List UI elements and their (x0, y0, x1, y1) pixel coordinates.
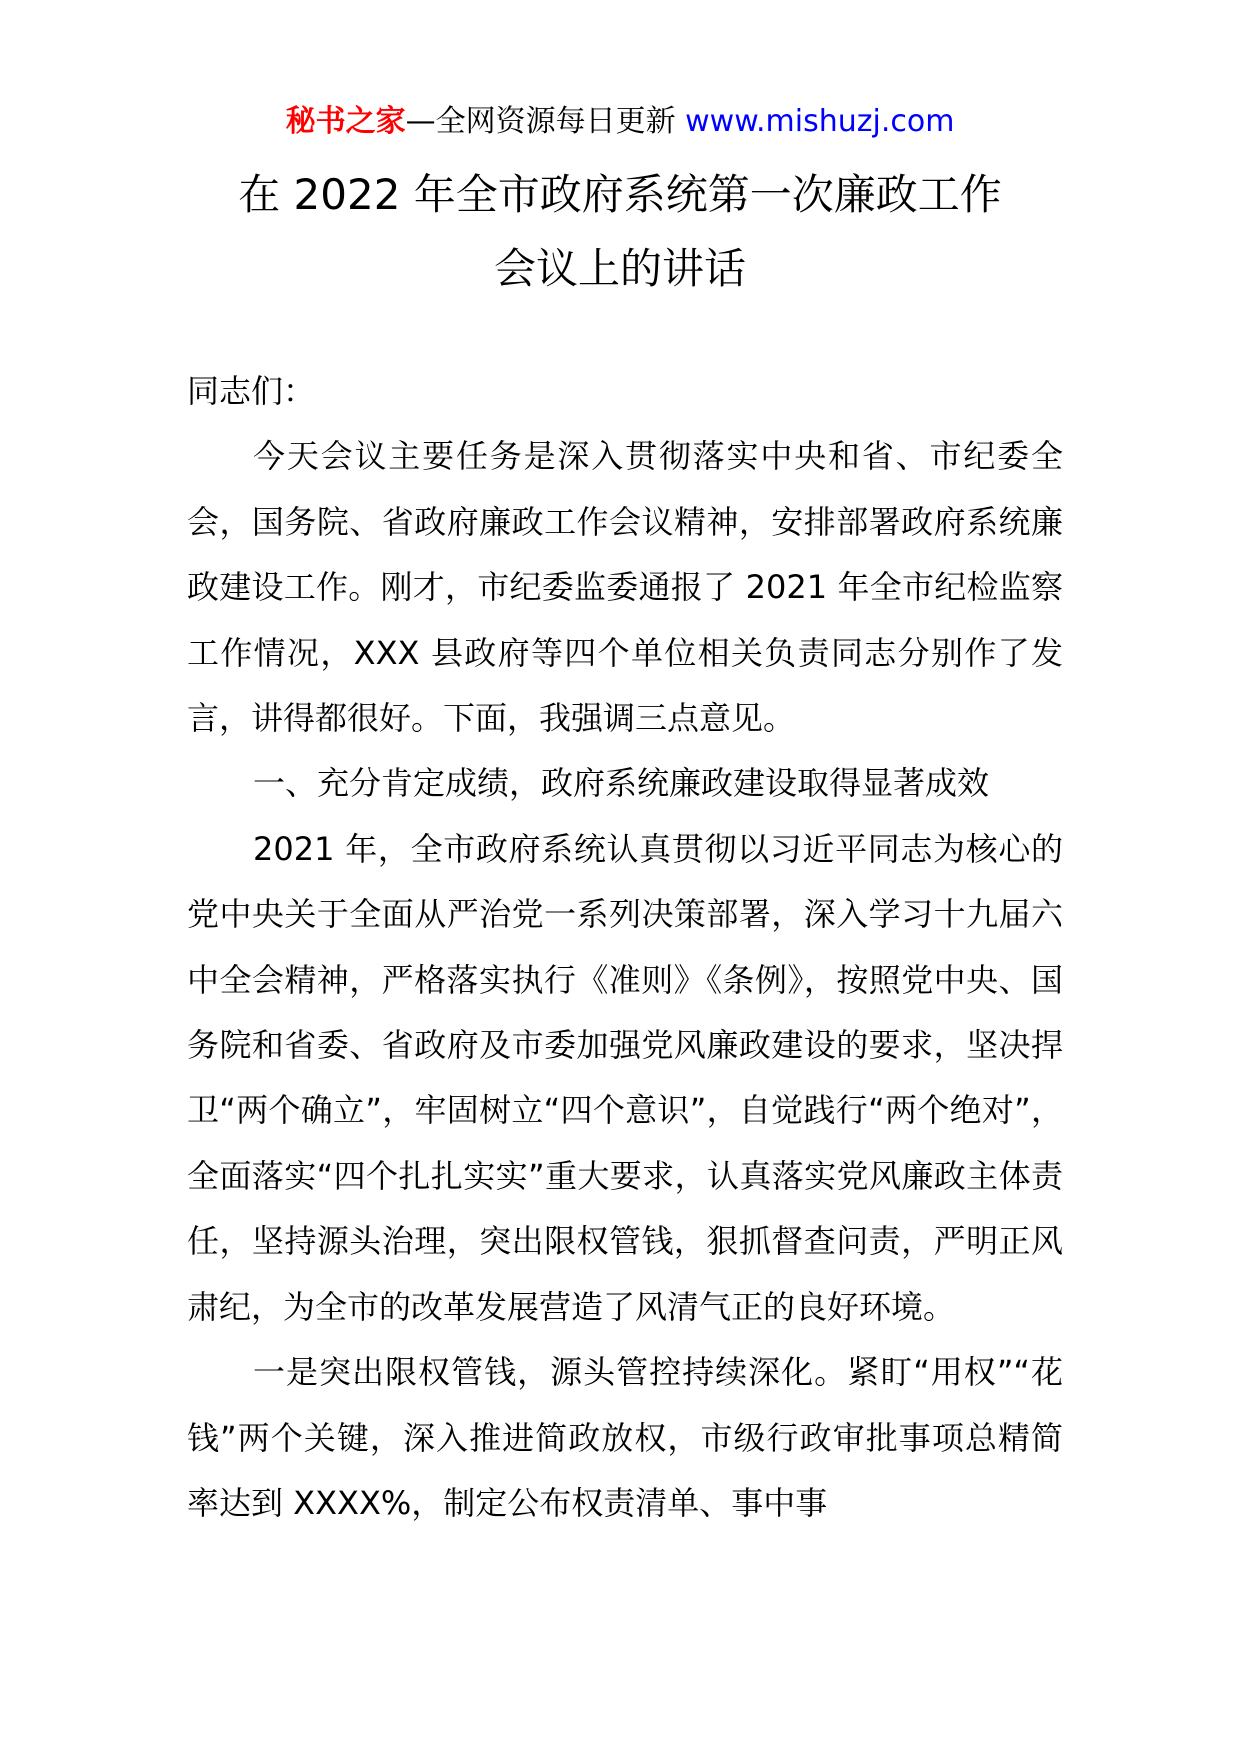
document-title (0, 158, 1240, 306)
title-line-2: 会议上的讲话 (493, 244, 746, 293)
site-banner (0, 100, 1240, 144)
site-url-link[interactable]: www.mishuzj.com (685, 104, 955, 139)
salutation: 同志们： (187, 372, 316, 410)
title-line-1: 在 2022 年全市政府系统第一次廉政工作 (238, 170, 1002, 219)
paragraph-intro: 今天会议主要任务是深入贯彻落实中央和省、市纪委全会，国务院、省政府廉政工作会议精神，安排部署政府系统廉政建设工作。刚才，市纪委监委通报了 2021 年全市纪检监察工作情况，XXX 县政府等四个单位相关负责同志分别作了发言，讲得都很好。下面，我强调三点意见。 (187, 437, 1063, 738)
brand-name: 秘书之家 (285, 104, 406, 139)
paragraph-achievements: 2021 年，全市政府系统认真贯彻以习近平同志为核心的党中央关于全面从严治党一系列决策部署，深入学习十九届六中全会精神，严格落实执行《准则》《条例》，按照党中央、国务院和省委、省政府及市委加强党风廉政建设的要求，坚决捍卫“两个确立”，牢固树立“四个意识”，自觉践行“两个绝对”，全面落实“四个扎扎实实”重大要求，认真落实党风廉政主体责任，坚持源头治理，突出限权管钱，狠抓督查问责，严明正风肃纪，为全市的改革发展营造了风清气正的良好环境。 (187, 829, 1063, 1326)
site-slogan: —全网资源每日更新 (405, 104, 686, 139)
paragraph-point-1: 一是突出限权管钱，源头管控持续深化。紧盯“用权”“花钱”两个关键，深入推进简政放权，市级行政审批事项总精简率达到 XXXX%，制定公布权责清单、事中事 (187, 1353, 1063, 1522)
section-heading-1: 一、充分肯定成绩，政府系统廉政建设取得显著成效 (253, 764, 990, 803)
document-body (187, 359, 1063, 1536)
